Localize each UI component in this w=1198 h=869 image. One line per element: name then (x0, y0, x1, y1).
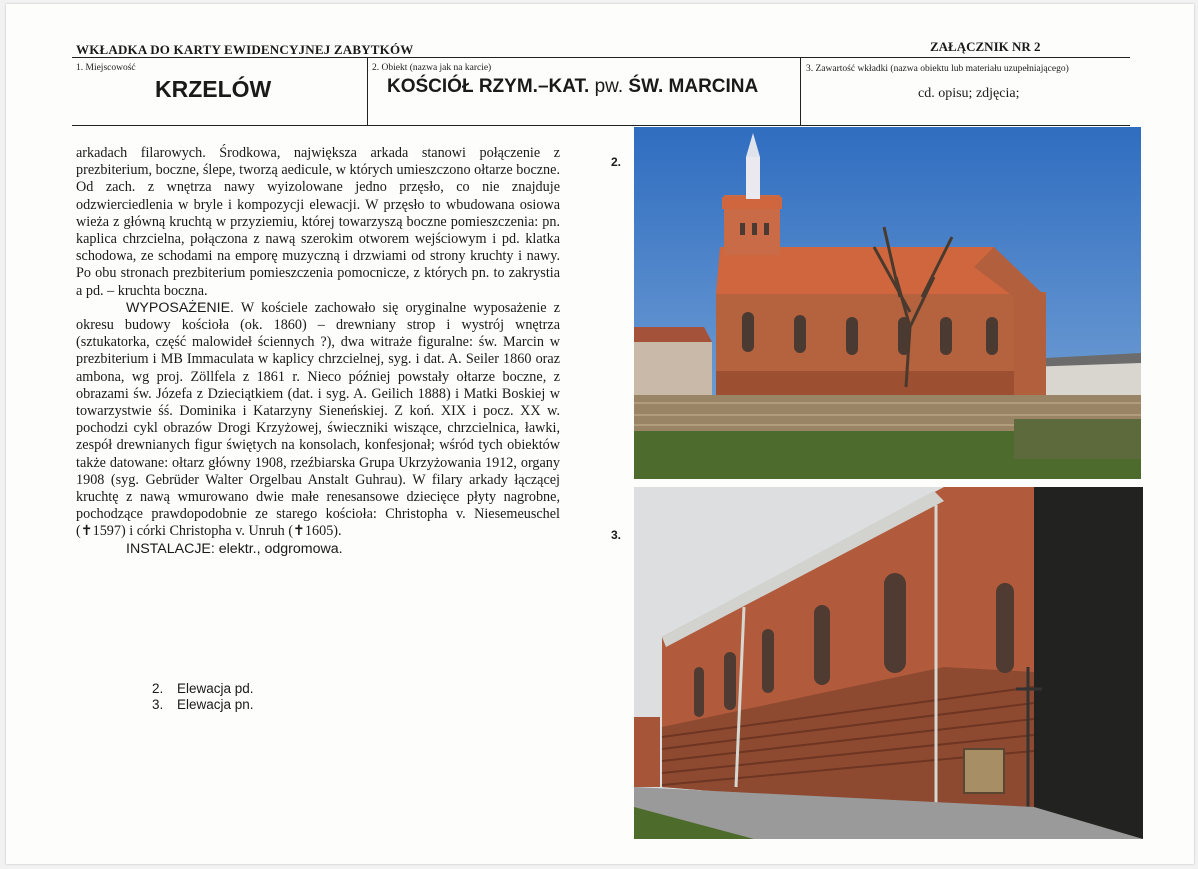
caption-number: 2. (152, 681, 164, 696)
description-paragraph: arkadach filarowych. Środkowa, największa arkada stanowi połączenie z prezbiterium, boczne, ślepe, tworzą aedicule, w których umieszczono ołtarze boczne. Od zach. z wnętrza nawy wyizolowane jedno przęsło, co nie znajduje odzwierciedlenia w bryle i kompozycji elewacji. W przęsło to wbudowana osiowa wieża z główną kruchtą w przyziemiu, której towarzyszą boczne pomieszczenia: pn. kaplica chrzcielna, połączona z nawą szerokim otworem wejściowym i pd. klatka schodowa, ze schodami na emporę muzyczną i drzwiami od strony kruchty i nawy. Po obu stronach prezbiterium pomieszczenia pomocnicze, z których pn. to zakrystia a pd. – kruchta boczna. (76, 145, 560, 299)
equipment-paragraph (76, 300, 560, 541)
installations-heading: INSTALACJE: (126, 540, 215, 557)
place-value: KRZELÓW (155, 76, 272, 102)
header-bottom-rule (72, 125, 1130, 126)
document-title: WKŁADKA DO KARTY EWIDENCYJNEJ ZABYTKÓW (76, 42, 414, 57)
caption-text: Elewacja pn. (177, 697, 254, 712)
header-divider-1 (367, 57, 368, 126)
object-value-pw: pw. (594, 76, 624, 97)
object-value-saint: ŚW. MARCINA (628, 76, 759, 97)
caption-text: Elewacja pd. (177, 681, 254, 696)
equipment-heading: WYPOSAŻENIE. (126, 299, 234, 316)
installations-paragraph (76, 541, 560, 558)
object-value-main: KOŚCIÓŁ RZYM.–KAT. (387, 76, 590, 97)
content-label: 3. Zawartość wkładki (nazwa obiektu lub materiału uzupełniającego) (806, 64, 1069, 74)
caption-number: 3. (152, 697, 164, 712)
object-value (387, 76, 758, 98)
place-label: 1. Miejscowość (76, 63, 136, 73)
church-north-elevation-photo (634, 487, 1143, 839)
installations-text: elektr., odgromowa. (214, 540, 343, 557)
photo-captions (152, 681, 254, 713)
header-top-rule (72, 57, 1130, 58)
photo-2-illustration (634, 127, 1141, 479)
header-divider-2 (800, 57, 801, 126)
caption-item (152, 697, 254, 713)
church-south-elevation-photo (634, 127, 1141, 479)
photo-number-3: 3. (611, 528, 622, 542)
photo-number-2: 2. (611, 155, 622, 169)
object-label: 2. Obiekt (nazwa jak na karcie) (372, 63, 492, 73)
caption-item (152, 681, 254, 697)
equipment-text: W kościele zachowało się oryginalne wyposażenie z okresu budowy kościoła (ok. 1860) – drewniany strop i wystrój wnętrza (sztukatorka, część malowideł ściennych ?), dwa witraże figuralne: św. Marcin w prezbiterium i MB Immaculata w kaplicy chrzcielnej, syg. i dat. A. Seiler 1860 oraz ambona, wg proj. Zöllfela z 1861 r. Nieco później powstały ołtarze boczne, z obrazami św. Józefa z Dzieciątkiem (dat. i syg. A. Geilich 1888) i Matki Boskiej w towarzystwie śś. Dominika i Katarzyny Sieneńskiej. Z koń. XIX i pocz. XX w. pochodzi cykl obrazów Drogi Krzyżowej, świeczniki wiszące, chrzcielnica, ławki, zespół drewnianych figur świętych na konsolach, konfesjonał; wśród tych obiektów także datowane: ołtarz główny 1908, rzeźbiarska Grupa Ukrzyżowania 1912, organy 1908 (syg. Gebrüder Walter Orgelbau Anstalt Guhrau). W filary arkady łączącej kruchtę z nawą wmurowano dwie małe renesansowe dziecięce płyty nagrobne, pochodzące prawdopodobnie ze starego kościoła: Christopha v. Niesemeuschel (✝1597) i córki Christopha v. Unruh (✝1605). (76, 299, 560, 540)
photo-3-illustration (634, 487, 1143, 839)
description-text (76, 145, 560, 558)
content-value: cd. opisu; zdjęcia; (918, 86, 1020, 101)
annex-number: ZAŁĄCZNIK NR 2 (930, 39, 1041, 54)
